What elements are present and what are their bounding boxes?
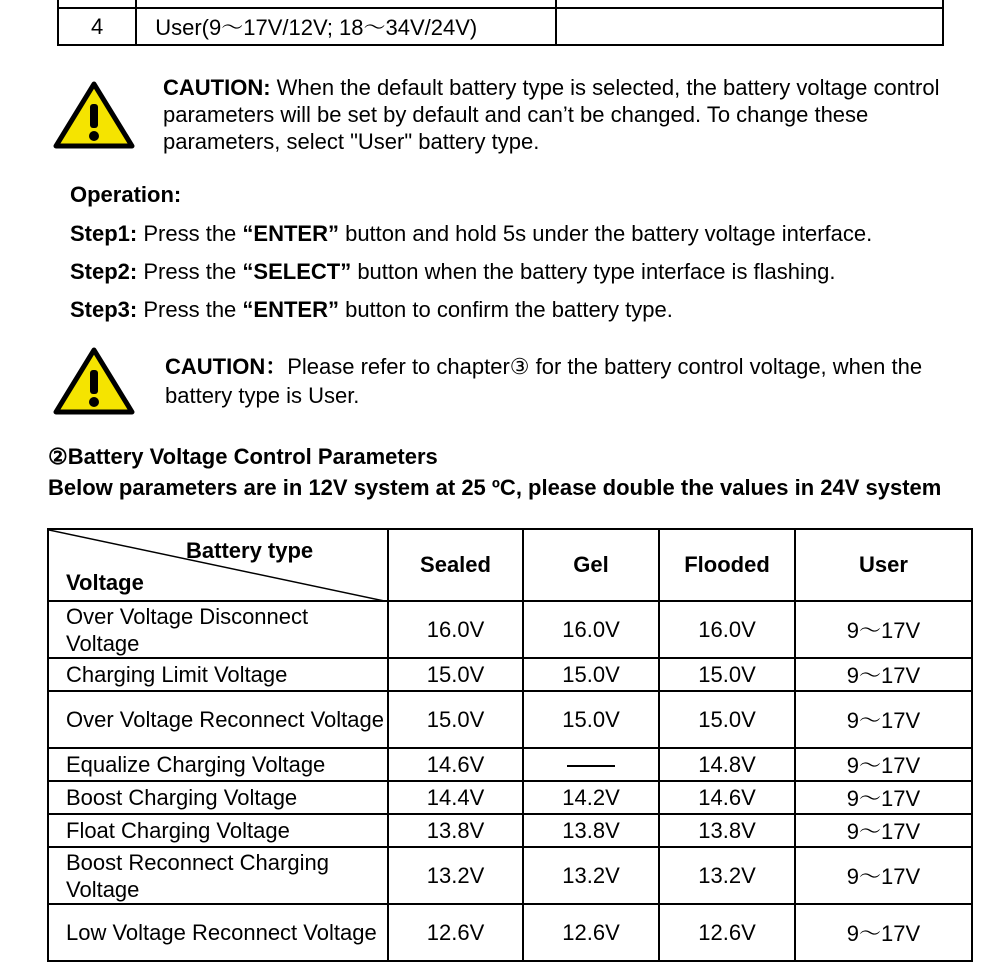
row-label: Equalize Charging Voltage <box>48 748 388 781</box>
cell-sealed: 12.6V <box>388 904 523 961</box>
cell-gel-not-applicable <box>523 748 659 781</box>
cell-flooded: 15.0V <box>659 691 795 748</box>
cell-flooded: 12.6V <box>659 904 795 961</box>
row-extra <box>556 8 943 45</box>
cell-gel: 14.2V <box>523 781 659 814</box>
table-cell <box>58 0 136 8</box>
cell-gel: 13.8V <box>523 814 659 847</box>
table-row <box>58 8 943 45</box>
cell-sealed: 13.2V <box>388 847 523 904</box>
step-3 <box>70 297 673 323</box>
table-row <box>48 748 972 781</box>
table-row <box>48 691 972 748</box>
caution-label: CAUTION： <box>165 354 288 379</box>
table-row <box>48 904 972 961</box>
button-name: “ENTER” <box>242 221 339 246</box>
table-header-row <box>48 529 972 601</box>
step-1 <box>70 221 872 247</box>
row-label: Over Voltage Disconnect Voltage <box>48 601 388 658</box>
table-row <box>58 0 943 8</box>
dash-line <box>567 765 615 767</box>
table-row <box>48 658 972 691</box>
step-text: Press the <box>137 221 243 246</box>
header-battery-type: Battery type <box>186 538 314 563</box>
table-cell <box>556 0 943 8</box>
cell-user: 9～17V <box>795 748 972 781</box>
caution-text: When the default battery type is selected, the battery voltage control parameters will be set by default and can’t be changed. To change these parameters, select "User" battery type. <box>163 75 940 154</box>
row-index: 4 <box>58 8 136 45</box>
section-title: ②Battery Voltage Control Parameters <box>48 444 438 469</box>
cell-user: 9～17V <box>795 847 972 904</box>
cell-gel: 13.2V <box>523 847 659 904</box>
cell-sealed: 15.0V <box>388 691 523 748</box>
step-text: button and hold 5s under the battery voltage interface. <box>338 221 873 246</box>
row-label: Charging Limit Voltage <box>48 658 388 691</box>
column-header-flooded: Flooded <box>659 529 795 601</box>
cell-flooded: 15.0V <box>659 658 795 691</box>
step-text: button when the battery type interface is flashing. <box>351 259 836 284</box>
cell-sealed: 14.4V <box>388 781 523 814</box>
cell-user: 9～17V <box>795 691 972 748</box>
step-label: Step2: <box>70 259 138 284</box>
column-header-user: User <box>795 529 972 601</box>
row-battery-type: User(9～17V/12V; 18～34V/24V) <box>136 8 555 45</box>
step-2 <box>70 259 836 285</box>
caution-label: CAUTION: <box>163 75 271 100</box>
caution-note <box>165 352 965 410</box>
button-name: “ENTER” <box>242 297 339 322</box>
cell-sealed: 15.0V <box>388 658 523 691</box>
cell-flooded: 13.2V <box>659 847 795 904</box>
column-header-sealed: Sealed <box>388 529 523 601</box>
row-label: Low Voltage Reconnect Voltage <box>48 904 388 961</box>
step-text: Press the <box>137 297 243 322</box>
table-row <box>48 814 972 847</box>
cell-sealed: 13.8V <box>388 814 523 847</box>
row-label: Boost Charging Voltage <box>48 781 388 814</box>
battery-type-table-partial <box>57 0 944 46</box>
cell-flooded: 16.0V <box>659 601 795 658</box>
table-row <box>48 601 972 658</box>
step-text: button to confirm the battery type. <box>338 297 673 322</box>
section-subtitle: Below parameters are in 12V system at 25 ºC, please double the values in 24V system <box>48 475 942 500</box>
voltage-parameters-table <box>47 528 973 962</box>
cell-user: 9～17V <box>795 781 972 814</box>
cell-user: 9～17V <box>795 658 972 691</box>
cell-gel: 15.0V <box>523 658 659 691</box>
button-name: “SELECT” <box>242 259 352 284</box>
cell-flooded: 14.8V <box>659 748 795 781</box>
step-label: Step3: <box>70 297 138 322</box>
caution-text: Please refer to chapter③ for the battery control voltage, when the battery type is User. <box>165 354 923 408</box>
cell-user: 9～17V <box>795 601 972 658</box>
cell-sealed: 14.6V <box>388 748 523 781</box>
cell-user: 9～17V <box>795 814 972 847</box>
step-text: Press the <box>137 259 243 284</box>
cell-flooded: 13.8V <box>659 814 795 847</box>
table-row <box>48 847 972 904</box>
diagonal-header-cell <box>48 529 388 601</box>
warning-triangle-icon <box>52 80 136 155</box>
row-label: Float Charging Voltage <box>48 814 388 847</box>
warning-triangle-icon <box>52 346 136 421</box>
operation-heading: Operation: <box>70 182 182 207</box>
cell-user: 9～17V <box>795 904 972 961</box>
cell-gel: 15.0V <box>523 691 659 748</box>
cell-gel: 12.6V <box>523 904 659 961</box>
cell-flooded: 14.6V <box>659 781 795 814</box>
row-label: Over Voltage Reconnect Voltage <box>48 691 388 748</box>
cell-gel: 16.0V <box>523 601 659 658</box>
table-row <box>48 781 972 814</box>
column-header-gel: Gel <box>523 529 659 601</box>
table-cell <box>136 0 555 8</box>
row-label: Boost Reconnect Charging Voltage <box>48 847 388 904</box>
step-label: Step1: <box>70 221 138 246</box>
cell-sealed: 16.0V <box>388 601 523 658</box>
caution-note <box>163 74 963 155</box>
header-voltage: Voltage <box>66 570 144 595</box>
